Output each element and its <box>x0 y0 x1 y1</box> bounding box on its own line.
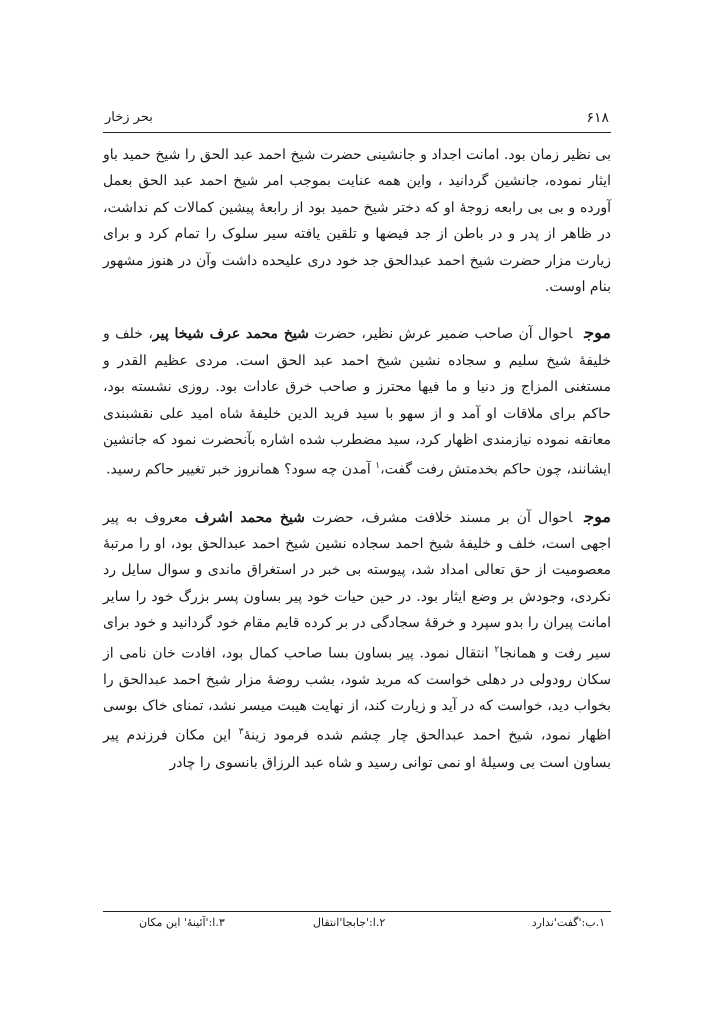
header-rule <box>103 132 611 133</box>
section-label: موج <box>584 323 611 343</box>
footnote-2: ۲.ا:'جابجا'انتقال <box>313 916 386 929</box>
paragraph-3-body: معروف به پیر اجهی است، خلف و خلیفهٔ شیخ احمد سجاده نشین شیخ احمد عبدالحق بود، او را مرتبهٔ معصومیت از حق تعالی امداد شد، پیوسته بی خبر در استغراق ماندی و سوال سایل رد نکردی، وجودش بر وضع ایثار بود. در حین حیات خود پیر بساون پسر بزرگ خود را سایر امانت پیران را بدو سپرد و خرقهٔ سجادگی در بر کرده قایم مقام خود گردانید و خود برای سیر رفت و همانجا <box>103 509 612 662</box>
footnote-marker: ۳ <box>238 727 244 738</box>
book-page <box>103 100 611 940</box>
footnote-rule <box>103 911 611 912</box>
section-label: موج <box>584 506 611 526</box>
paragraph-3-intro: احوال آن بر مسند خلافت مشرف، حضرت <box>312 509 573 526</box>
person-name: شیخ محمد عرف شیخا پیر <box>152 326 309 343</box>
paragraph-2-end: آمدن چه سود؟ همانروز خبر تغییر حاکم رسید. <box>106 462 376 479</box>
paragraph-3-middle: انتقال نمود. پیر بساون بسا صاحب کمال بود، افادت خان نامی از سکان رودولی در دهلی خواست که مرید شود، بشب روضهٔ مزار شیخ احمد عبدالحق را بخواب دید، خواست که در آید و زیارت کند، از نهایت هیبت میسر نشد، تمنای خاک بوسی اظهار نمود، شیخ احمد عبدالحق چار چشم شده فرمود زینهٔ <box>103 645 611 745</box>
footnotes <box>103 916 611 936</box>
page-number: ۶۱۸ <box>586 110 609 126</box>
footnote-1: ۱.ب:'گفت'ندارد <box>531 916 605 929</box>
footnote-marker: ۱ <box>375 461 381 472</box>
paragraph-1 <box>103 142 611 300</box>
page-body <box>103 142 611 796</box>
running-title: بحر زخار <box>105 110 153 125</box>
page-header <box>103 110 611 132</box>
footnote-marker: ۲ <box>494 644 500 655</box>
paragraph-2-intro: احوال آن صاحب ضمیر عرش نظیر، حضرت <box>314 326 573 343</box>
paragraph-3 <box>103 504 611 776</box>
paragraph-1-text: بی نظیر زمان بود. امانت اجداد و جانشینی حضرت شیخ احمد عبد الحق را شیخ حمید باو ایثار نموده، جانشین گردانید ، واین همه عنایت بموجب امر شیخ احمد عبد الحق بعمل آورده و بی بی رابعه زوجهٔ او که دختر شیخ حمید بود از رابعهٔ پیشین کمالات کم نداشت، در ظاهر از پدر و در باطن از جد فیضها و تلقین یافته سیر سلوک را تمام کرد و برای زیارت مزار حضرت شیخ احمد عبدالحق جد خود دری علیحده داشت وآن در هنوز مشهور بنام اوست. <box>103 147 611 296</box>
person-name: شیخ محمد اشرف <box>194 509 305 526</box>
paragraph-2 <box>103 320 611 483</box>
paragraph-2-body: ، خلف و خلیفهٔ شیخ سلیم و سجاده نشین شیخ احمد عبد الحق است. مردی عظیم القدر و مستغنی المزاج وز دنیا و ما فیها محترز و صاحب خرق عادات بود. روزی نشسته بود، حاکم برای ملاقات او آمد و از سهو با سید فرید الدین خلیفهٔ شاه امید علی نقشبندی معانقه نموده نیازمندی اظهار کرد، سید مضطرب شده اشاره بآنحضرت نمود که جانشین ایشانند، چون حاکم بخدمتش رفت گفت، <box>103 326 611 479</box>
footnote-3: ۳.ا:'آئینهٔ' این مکان <box>139 916 225 929</box>
paragraph-3-end: این مکان فرزندم پیر بساون است بی وسیلهٔ او نمی توانی رسید و شاه عبد الرزاق بانسوی را چادر <box>103 728 611 771</box>
